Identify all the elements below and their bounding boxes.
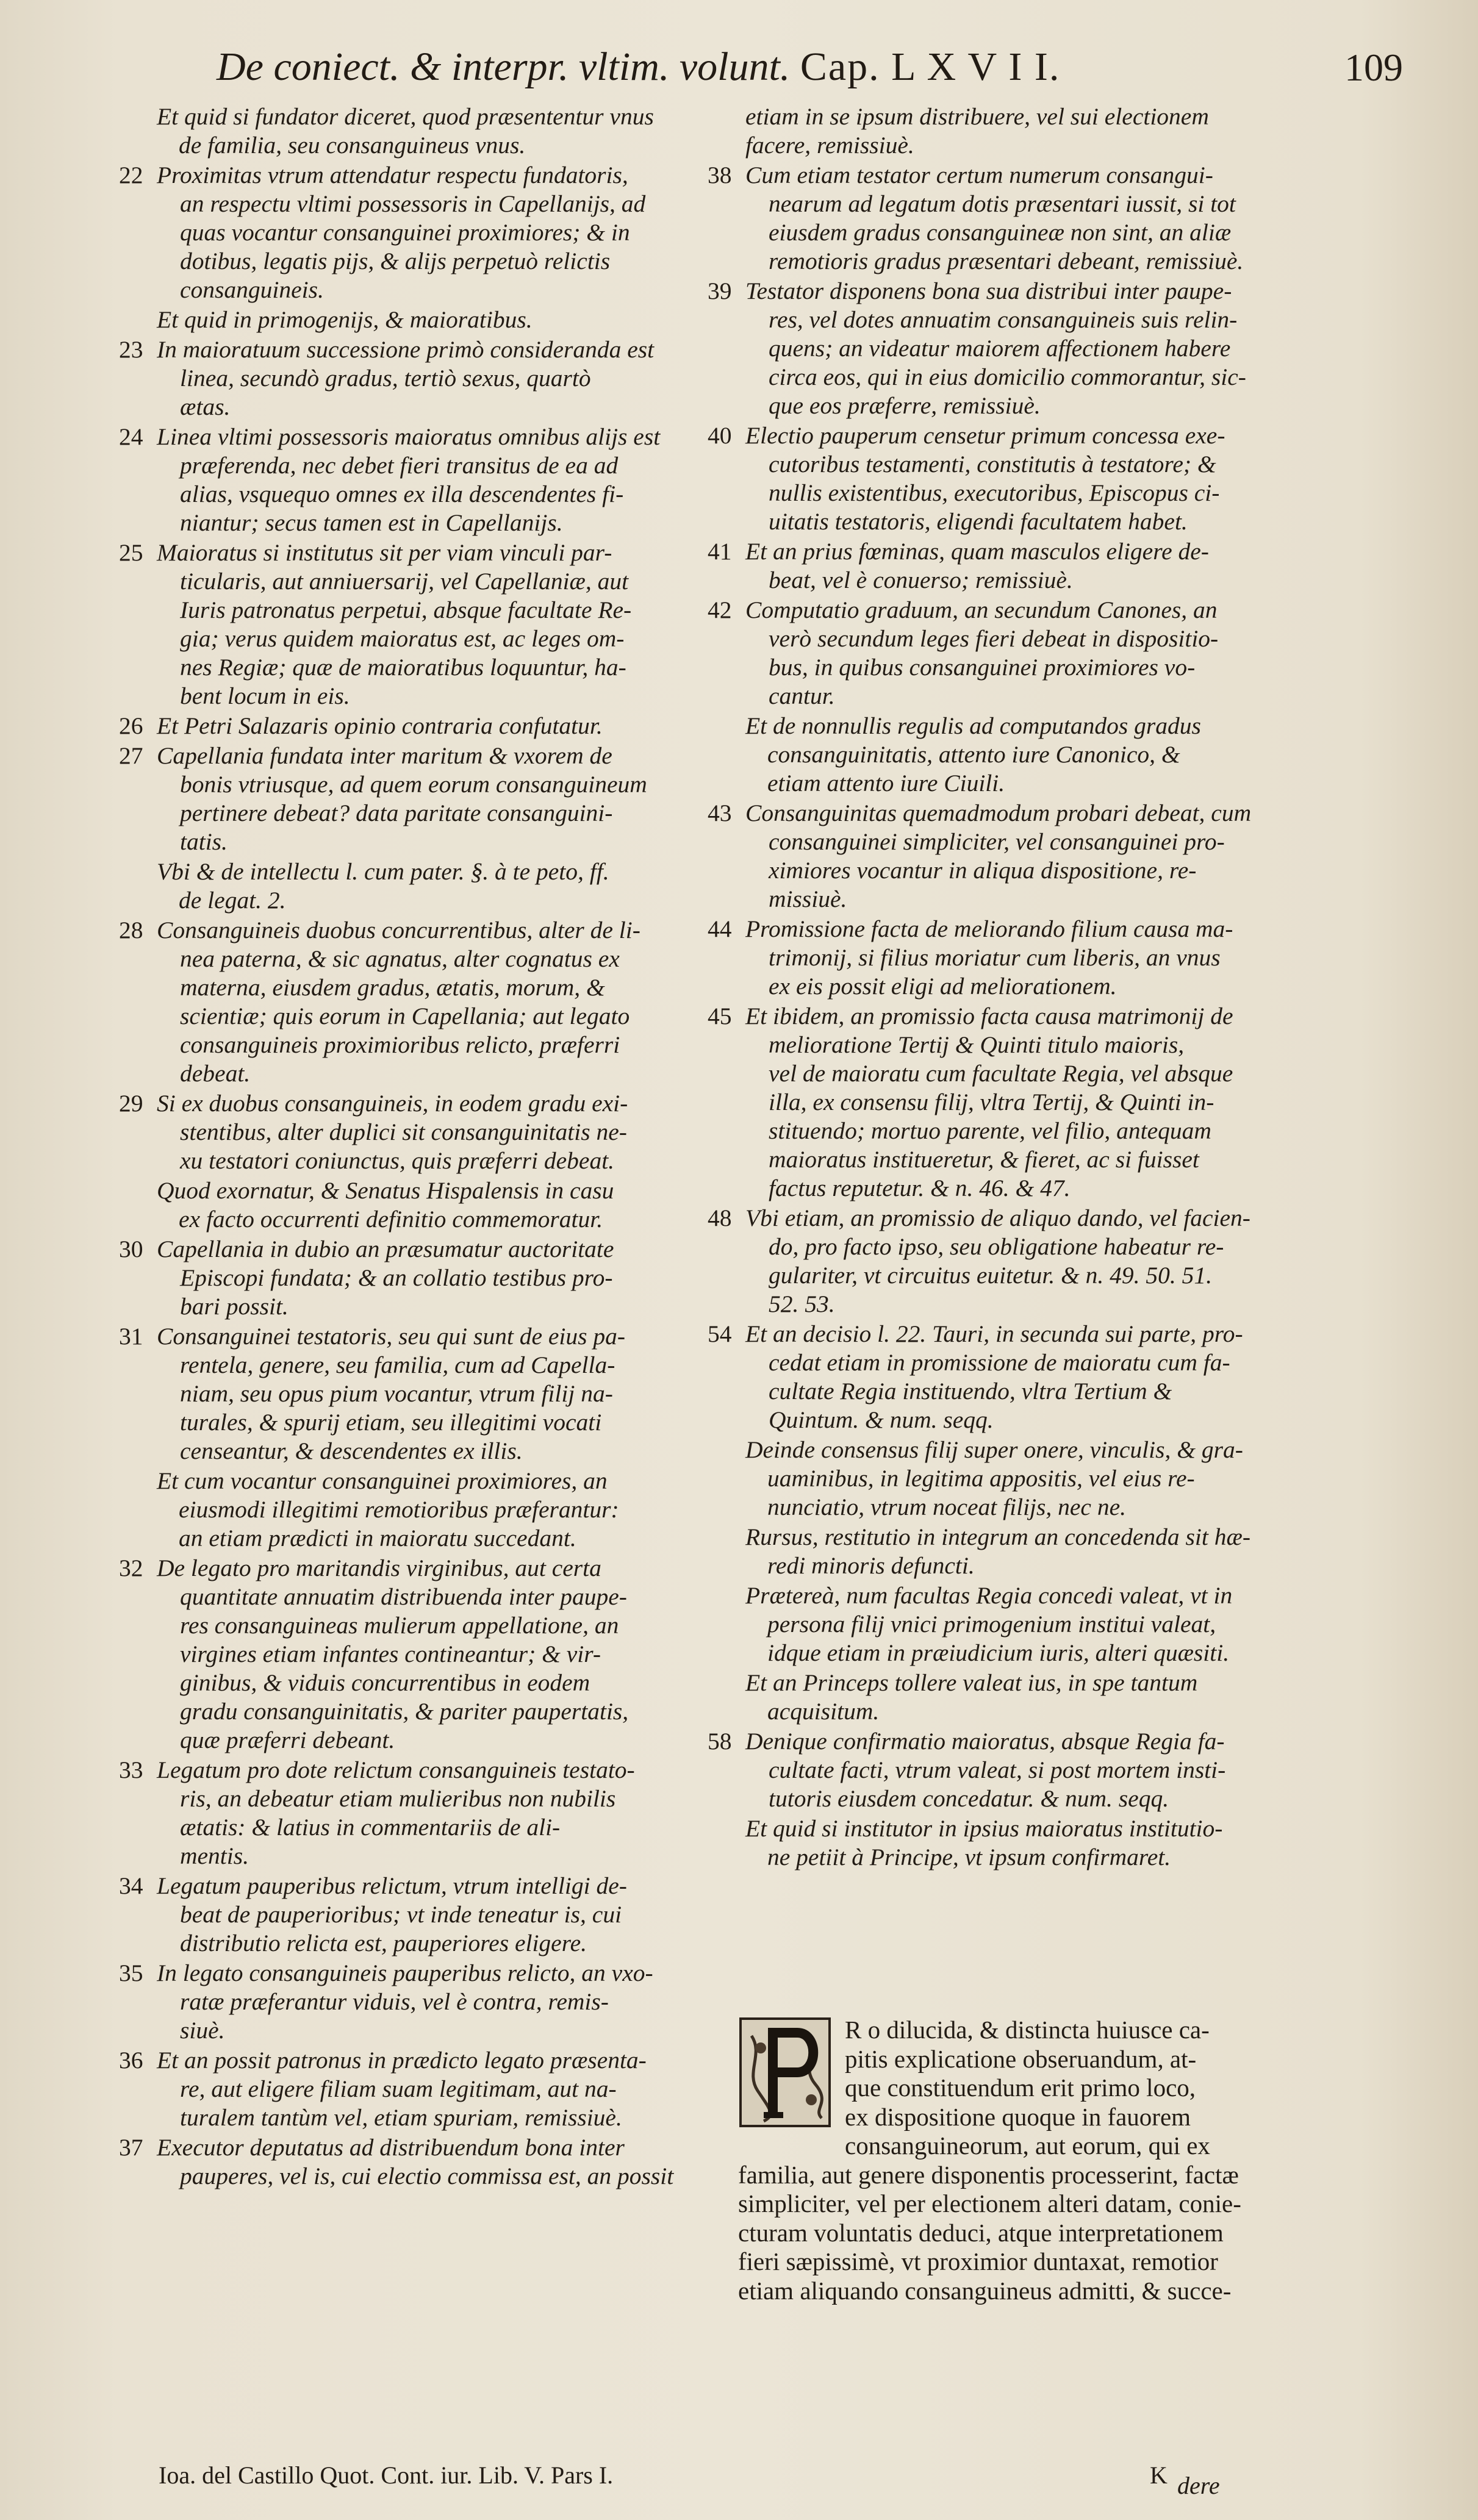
summary-entry	[119, 539, 729, 711]
summary-entry	[708, 596, 1318, 711]
entry-line: ximiores vocantur in aliqua dispositione, re-	[769, 857, 1197, 884]
footer-title-text: Ioa. del Castillo Quot. Cont. iur. Lib. V. Pars I.	[159, 2461, 614, 2489]
entry-number: 33	[119, 1756, 143, 1783]
entry-line: de legat. 2.	[179, 887, 286, 914]
entry-line: beat, vel è conuerso; remissiuè.	[769, 567, 1073, 593]
entry-line: que eos præferre, remissiuè.	[769, 392, 1041, 419]
entry-line: res, vel dotes annuatim consanguineis suis relin-	[769, 306, 1238, 333]
entry-line: res consanguineas mulierum appellatione, an	[180, 1612, 619, 1639]
entry-number: 44	[708, 915, 732, 942]
entry-line: turalem tantùm vel, etiam spuriam, remissiuè.	[180, 2104, 622, 2131]
entry-line: Rursus, restitutio in integrum an concedenda sit hæ-	[745, 1523, 1250, 1550]
entry-number: 30	[119, 1236, 143, 1262]
summary-subentry	[708, 712, 1318, 798]
entry-line: nullis existentibus, executoribus, Episcopus ci-	[769, 479, 1220, 506]
entry-line: re, aut eligere filiam suam legitimam, aut na-	[180, 2075, 617, 2102]
entry-line: nearum ad legatum dotis præsentari iussit, si tot	[769, 190, 1236, 217]
entry-line: Et cum vocantur consanguinei proximiores, an	[157, 1467, 608, 1494]
entry-line: Linea vltimi possessoris maioratus omnibus alijs est	[157, 423, 661, 450]
summary-entry	[119, 1322, 729, 1466]
body-line: familia, aut genere disponentis processerint, factæ	[738, 2160, 1239, 2189]
entry-line: Capellania fundata inter maritum & vxorem de	[157, 742, 612, 769]
entry-number: 38	[708, 162, 732, 188]
entry-line: Vbi etiam, an promissio de aliquo dando, vel facien-	[745, 1205, 1250, 1231]
entry-line: uaminibus, in legitima appositis, vel eius re-	[767, 1465, 1195, 1492]
entry-line: Et an decisio l. 22. Tauri, in secunda sui parte, pro-	[745, 1320, 1243, 1347]
entry-line: stentibus, alter duplici sit consanguinitatis ne-	[180, 1119, 627, 1145]
summary-entry	[708, 1320, 1318, 1434]
entry-line: Deinde consensus filij super onere, vinculis, & gra-	[745, 1436, 1243, 1463]
entry-line: ætas.	[180, 393, 231, 420]
entry-number: 36	[119, 2047, 143, 2074]
entry-line: Electio pauperum censetur primum concessa exe-	[745, 422, 1225, 449]
header-title-text: De coniect. & interpr. vltim. volunt.	[217, 45, 791, 89]
body-line: simpliciter, vel per electionem alteri datam, conie-	[738, 2189, 1241, 2218]
entry-line: ætatis: & latius in commentariis de ali-	[180, 1814, 561, 1841]
entry-line: linea, secundò gradus, tertiò sexus, quartò	[180, 365, 591, 392]
summary-subentry	[119, 102, 729, 160]
summary-subentry	[708, 102, 1318, 160]
entry-line: cultate Regia instituendo, vltra Tertium &	[769, 1378, 1172, 1405]
body-line: consanguineorum, aut eorum, qui ex	[845, 2132, 1210, 2160]
entry-number: 25	[119, 539, 143, 566]
summary-entry	[119, 1959, 729, 2045]
page-number: 109	[1344, 46, 1403, 89]
entry-line: Cum etiam testator certum numerum consangui-	[745, 162, 1213, 188]
running-header	[189, 38, 1403, 99]
footer-running-title	[159, 2461, 613, 2490]
entry-number: 26	[119, 712, 143, 739]
entry-line: eiusdem gradus consanguineæ non sint, an aliæ	[769, 219, 1232, 246]
entry-line: Et Petri Salazaris opinio contraria confutatur.	[157, 712, 603, 739]
entry-line: nes Regiæ; quæ de maioratibus loquuntur, ha-	[180, 654, 626, 681]
entry-line: maioratus institueretur, & fieret, ac si fuisset	[769, 1146, 1199, 1173]
summary-subentry	[119, 1467, 729, 1553]
summary-entry	[708, 537, 1318, 595]
entry-line: bonis vtriusque, ad quem eorum consanguineum	[180, 771, 647, 798]
entry-line: quantitate annuatim distribuenda inter paupe-	[180, 1583, 627, 1610]
entry-line: consanguineis proximioribus relicto, præferri	[180, 1031, 620, 1058]
entry-line: censeantur, & descendentes ex illis.	[180, 1437, 523, 1464]
summary-subentry	[708, 1581, 1318, 1667]
summary-entry	[119, 2046, 729, 2132]
entry-line: an etiam prædicti in maioratu succedant.	[179, 1525, 576, 1552]
summary-subentry	[119, 1176, 729, 1234]
header-title	[217, 44, 1060, 90]
entry-line: rentela, genere, seu familia, cum ad Capella-	[180, 1351, 615, 1378]
entry-line: gia; verus quidem maioratus est, ac leges om-	[180, 625, 625, 652]
entry-line: circa eos, qui in eius domicilio commorantur, sic-	[769, 363, 1246, 390]
entry-line: bari possit.	[180, 1293, 289, 1320]
entry-line: cutoribus testamenti, constitutis à testatore; &	[769, 451, 1216, 478]
entry-line: turales, & spurij etiam, seu illegitimi vocati	[180, 1409, 602, 1436]
entry-line: etiam attento iure Ciuili.	[767, 770, 1005, 796]
entry-line: niam, seu opus pium vocantur, vtrum filij na-	[180, 1380, 613, 1407]
entry-line: an respectu vltimi possessoris in Capellanijs, ad	[180, 190, 646, 217]
entry-number: 29	[119, 1090, 143, 1117]
entry-line: Computatio graduum, an secundum Canones, an	[745, 596, 1218, 623]
summary-entry	[119, 1872, 729, 1958]
entry-number: 34	[119, 1872, 143, 1899]
entry-line: debeat.	[180, 1060, 251, 1087]
summary-entry	[119, 161, 729, 304]
entry-line: verò secundum leges fieri debeat in dispositio-	[769, 625, 1219, 652]
entry-line: Et an possit patronus in prædicto legato præsenta-	[157, 2047, 647, 2074]
entry-number: 40	[708, 422, 732, 449]
entry-number: 41	[708, 538, 732, 565]
entry-line: cantur.	[769, 682, 835, 709]
entry-line: dotibus, legatis pijs, & alijs perpetuò relictis	[180, 248, 611, 274]
entry-line: Legatum pro dote relictum consanguineis testato-	[157, 1756, 635, 1783]
entry-number: 32	[119, 1555, 143, 1581]
entry-line: In legato consanguineis pauperibus relicto, an vxo-	[157, 1960, 653, 1986]
entry-line: remotioris gradus præsentari debeant, remissiuè.	[769, 248, 1244, 274]
summary-entry	[708, 421, 1318, 536]
entry-line: bus, in quibus consanguinei proximiores vo-	[769, 654, 1196, 681]
entry-number: 54	[708, 1320, 732, 1347]
entry-number: 22	[119, 162, 143, 188]
entry-line: quens; an videatur maiorem affectionem habere	[769, 335, 1231, 362]
entry-line: Et de nonnullis regulis ad computandos gradus	[745, 712, 1201, 739]
entry-line: uitatis testatoris, eligendi facultatem habet.	[769, 508, 1188, 535]
entry-line: Executor deputatus ad distribuendum bona inter	[157, 2134, 625, 2161]
summary-entry	[708, 277, 1318, 420]
entry-line: eiusmodi illegitimi remotioribus præferantur:	[179, 1496, 619, 1523]
entry-line: Promissione facta de meliorando filium causa ma-	[745, 915, 1233, 942]
entry-line: tutoris eiusdem concedatur. & num. seqq.	[769, 1785, 1169, 1812]
entry-line: Consanguinei testatoris, seu qui sunt de eius pa-	[157, 1323, 626, 1350]
entry-line: ratæ præferantur viduis, vel è contra, remis-	[180, 1988, 609, 2015]
entry-line: persona filij vnici primogenium institui valeat,	[767, 1611, 1216, 1638]
entry-line: mentis.	[180, 1842, 249, 1869]
catchword: dere	[1177, 2472, 1220, 2499]
entry-line: quæ præferri debeant.	[180, 1727, 395, 1753]
body-line: R o dilucida, & distincta huiusce ca-	[845, 2016, 1210, 2044]
entry-number: 37	[119, 2134, 143, 2161]
entry-line: redi minoris defuncti.	[767, 1552, 975, 1579]
entry-line: pertinere debeat? data paritate consanguini-	[180, 800, 613, 826]
entry-line: Denique confirmatio maioratus, absque Regia fa-	[745, 1728, 1225, 1755]
entry-line: consanguinitatis, attento iure Canonico, &	[767, 741, 1180, 768]
body-line: etiam aliquando consanguineus admitti, & succe-	[738, 2276, 1232, 2305]
entry-line: Vbi & de intellectu l. cum pater. §. à te peto, ff.	[157, 858, 609, 885]
summary-subentry	[119, 306, 729, 334]
summary-column-right	[708, 102, 1318, 1873]
entry-line: Et quid in primogenijs, & maioratibus.	[157, 306, 533, 333]
entry-line: gradu consanguinitatis, & pariter paupertatis,	[180, 1698, 629, 1725]
entry-line: Consanguinitas quemadmodum probari debeat, cum	[745, 800, 1252, 826]
entry-line: niantur; secus tamen est in Capellanijs.	[180, 509, 563, 536]
chapter-body-text	[738, 2016, 1336, 2305]
entry-line: Et ibidem, an promissio facta causa matrimonij de	[745, 1003, 1233, 1029]
entry-line: nunciatio, vtrum noceat filijs, nec ne.	[767, 1494, 1126, 1520]
entry-number: 48	[708, 1205, 732, 1231]
entry-line: de familia, seu consanguineus vnus.	[179, 132, 526, 159]
entry-line: Testator disponens bona sua distribui inter paupe-	[745, 277, 1232, 304]
summary-entry	[119, 916, 729, 1088]
summary-entry	[708, 1204, 1318, 1319]
entry-line: pauperes, vel is, cui electio commissa est, an possit	[180, 2163, 674, 2189]
body-line: que constituendum erit primo loco,	[845, 2074, 1196, 2102]
entry-line: beat de pauperioribus; vt inde teneatur is, cui	[180, 1901, 622, 1928]
entry-line: In maioratuum successione primò consideranda est	[157, 336, 655, 363]
signature-mark: K	[1150, 2461, 1168, 2489]
entry-line: vel de maioratu cum facultate Regia, vel absque	[769, 1060, 1233, 1087]
summary-entry	[708, 799, 1318, 914]
summary-entry	[119, 423, 729, 537]
body-line: cturam voluntatis deduci, atque interpretationem	[738, 2218, 1224, 2247]
entry-line: alias, vsquequo omnes ex illa descendentes fi-	[180, 481, 624, 507]
entry-number: 27	[119, 742, 143, 769]
entry-line: stituendo; mortuo parente, vel filio, antequam	[769, 1117, 1211, 1144]
entry-line: præferenda, nec debet fieri transitus de ea ad	[180, 452, 619, 479]
summary-entry	[708, 1002, 1318, 1203]
entry-line: ris, an debeatur etiam mulieribus non nubilis	[180, 1785, 616, 1812]
entry-line: facere, remissiuè.	[745, 132, 914, 159]
summary-entry	[119, 712, 729, 740]
entry-line: consanguinei simpliciter, vel consanguinei pro-	[769, 828, 1225, 855]
entry-line: Quod exornatur, & Senatus Hispalensis in casu	[157, 1177, 614, 1204]
entry-number: 39	[708, 277, 732, 304]
entry-line: idque etiam in præiudicium iuris, alteri quæsiti.	[767, 1639, 1230, 1666]
summary-subentry	[708, 1814, 1318, 1872]
entry-number: 28	[119, 917, 143, 943]
summary-entry	[119, 742, 729, 856]
summary-entry	[119, 1554, 729, 1755]
entry-line: distributio relicta est, pauperiores eligere.	[180, 1930, 587, 1956]
entry-line: illa, ex consensu filij, vltra Tertij, & Quinti in-	[769, 1089, 1214, 1115]
entry-line: missiuè.	[769, 886, 847, 912]
summary-subentry	[119, 857, 729, 915]
entry-line: Et an prius fœminas, quam masculos eligere de-	[745, 538, 1209, 565]
entry-line: virgines etiam infantes contineantur; & vir-	[180, 1641, 601, 1667]
entry-line: Maioratus si institutus sit per viam vinculi par-	[157, 539, 612, 566]
entry-number: 23	[119, 336, 143, 363]
entry-line: ex eis possit eligi ad meliorationem.	[769, 973, 1117, 1000]
summary-entry	[119, 1235, 729, 1321]
entry-line: quas vocantur consanguinei proximiores; & in	[180, 219, 630, 246]
entry-line: ne petiit à Principe, vt ipsum confirmaret.	[767, 1844, 1171, 1870]
entry-line: materna, eiusdem gradus, ætatis, morum, &	[180, 974, 605, 1001]
entry-line: do, pro facto ipso, seu obligatione habeatur re-	[769, 1233, 1224, 1260]
entry-line: tatis.	[180, 828, 228, 855]
entry-line: Consanguineis duobus concurrentibus, alter de li-	[157, 917, 640, 943]
entry-line: nea paterna, & sic agnatus, alter cognatus ex	[180, 945, 620, 972]
summary-entry	[119, 1756, 729, 1870]
entry-number: 35	[119, 1960, 143, 1986]
entry-line: Quintum. & num. seqq.	[769, 1406, 994, 1433]
entry-line: etiam in se ipsum distribuere, vel sui electionem	[745, 103, 1209, 130]
entry-line: Si ex duobus consanguineis, in eodem gradu exi-	[157, 1090, 628, 1117]
entry-line: Et quid si institutor in ipsius maioratus institutio-	[745, 1815, 1223, 1842]
entry-line: acquisitum.	[767, 1698, 880, 1725]
summary-subentry	[708, 1436, 1318, 1522]
summary-entry	[119, 335, 729, 421]
entry-line: melioratione Tertij & Quinti titulo maioris,	[769, 1031, 1185, 1058]
entry-line: xu testatori coniunctus, quis præferri debeat.	[180, 1147, 615, 1174]
entry-line: consanguineis.	[180, 276, 324, 303]
entry-line: Legatum pauperibus relictum, vtrum intelligi de-	[157, 1872, 627, 1899]
entry-line: Et quid si fundator diceret, quod præsententur vnus	[157, 103, 654, 130]
entry-number: 43	[708, 800, 732, 826]
entry-line: 52. 53.	[769, 1290, 835, 1317]
entry-number: 58	[708, 1728, 732, 1755]
summary-column-left	[119, 102, 729, 2192]
entry-line: ginibus, & viduis concurrentibus in eodem	[180, 1669, 590, 1696]
entry-line: trimonij, si filius moriatur cum liberis, an vnus	[769, 944, 1221, 971]
entry-line: Proximitas vtrum attendatur respectu fundatoris,	[157, 162, 628, 188]
entry-line: cedat etiam in promissione de maioratu cum fa-	[769, 1349, 1230, 1376]
entry-number: 42	[708, 596, 732, 623]
entry-line: Iuris patronatus perpetui, absque facultate Re-	[180, 596, 632, 623]
entry-line: scientiæ; quis eorum in Capellania; aut legato	[180, 1003, 630, 1029]
entry-number: 45	[708, 1003, 732, 1029]
entry-line: gulariter, vt circuitus euitetur. & n. 49. 50. 51.	[769, 1262, 1213, 1289]
entry-number: 24	[119, 423, 143, 450]
entry-line: ex facto occurrenti definitio commemoratur.	[179, 1206, 603, 1233]
entry-line: Prætereà, num facultas Regia concedi valeat, vt in	[745, 1582, 1233, 1609]
entry-line: Episcopi fundata; & an collatio testibus pro-	[180, 1264, 613, 1291]
body-line: pitis explicatione obseruandum, at-	[845, 2044, 1197, 2073]
entry-line: Et an Princeps tollere valeat ius, in spe tantum	[745, 1669, 1198, 1696]
summary-entry	[119, 1089, 729, 1175]
summary-subentry	[708, 1669, 1318, 1726]
entry-line: cultate facti, vtrum valeat, si post mortem insti-	[769, 1756, 1226, 1783]
entry-line: bent locum in eis.	[180, 682, 350, 709]
entry-line: De legato pro maritandis virginibus, aut certa	[157, 1555, 601, 1581]
entry-line: siuè.	[180, 2017, 225, 2044]
summary-entry	[708, 1727, 1318, 1813]
entry-number: 31	[119, 1323, 143, 1350]
body-line: fieri sæpissimè, vt proximior duntaxat, remotior	[738, 2247, 1218, 2275]
summary-entry	[119, 2133, 729, 2191]
summary-subentry	[708, 1523, 1318, 1580]
summary-entry	[708, 915, 1318, 1001]
body-line: ex dispositione quoque in fauorem	[845, 2102, 1191, 2131]
header-chapter: Cap. L X V I I.	[800, 45, 1061, 89]
summary-entry	[708, 161, 1318, 276]
entry-line: factus reputetur. & n. 46. & 47.	[769, 1175, 1071, 1201]
entry-line: ticularis, aut anniuersarij, vel Capellaniæ, aut	[180, 568, 629, 595]
entry-line: Capellania in dubio an præsumatur auctoritate	[157, 1236, 614, 1262]
